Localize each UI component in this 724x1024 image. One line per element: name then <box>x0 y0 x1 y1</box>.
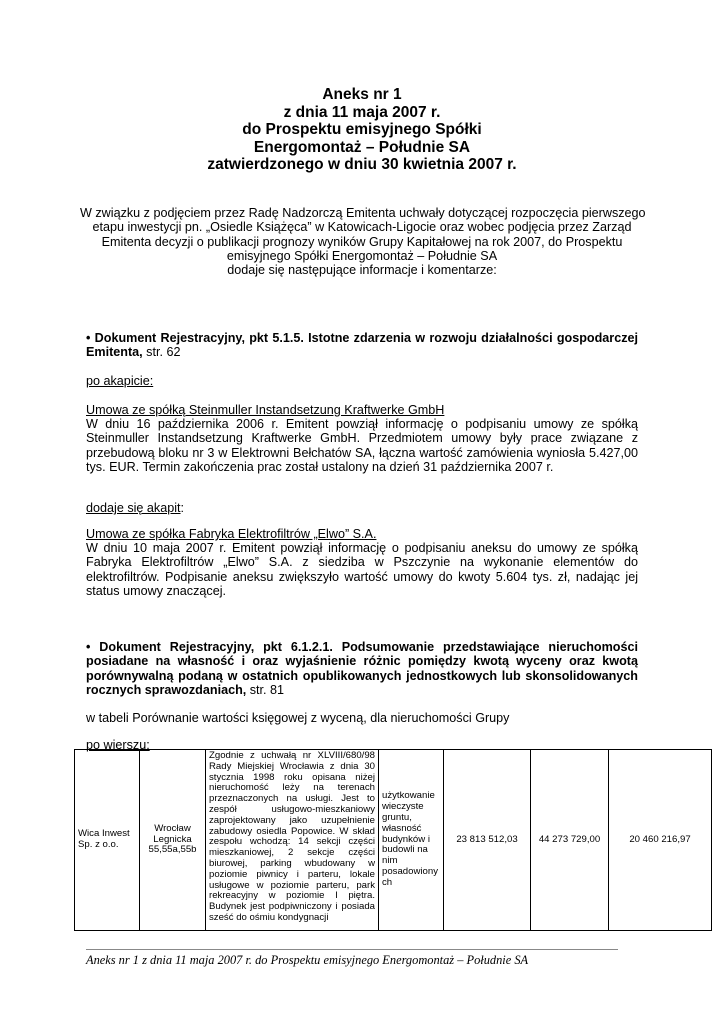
para2-title: Umowa ze spółka Fabryka Elektrofiltrów „Elwo” S.A. <box>86 527 377 541</box>
intro-line: Emitenta decyzji o publikacji prognozy wyników Grupy Kapitałowej na rok 2007, do Prospektu <box>101 234 623 249</box>
title-line: Aneks nr 1 <box>322 86 402 103</box>
difference-cell: 20 460 216,97 <box>609 750 712 931</box>
section2-heading <box>86 640 638 697</box>
section1-add-label <box>86 501 638 515</box>
table-row <box>75 750 712 931</box>
title-line: Energomontaż – Południe SA <box>253 138 471 156</box>
intro-paragraph <box>80 206 644 277</box>
table-intro: w tabeli Porównanie wartości księgowej z wyceną, dla nieruchomości Grupy <box>86 711 510 725</box>
page-footer: Aneks nr 1 z dnia 11 maja 2007 r. do Prospektu emisyjnego Energomontaż – Południe SA <box>86 953 529 967</box>
document-title <box>100 86 624 174</box>
book-value-cell: 23 813 512,03 <box>444 750 531 931</box>
ownership-cell: użytkowanie wieczyste gruntu, własność budynków i budowli na nim posadowiony ch <box>379 750 444 931</box>
para1-title-wrap <box>86 403 638 417</box>
para2-title-wrap <box>86 527 638 541</box>
valuation-cell: 44 273 729,00 <box>531 750 609 931</box>
section2-page-ref: str. 81 <box>246 682 285 697</box>
para1-title: Umowa ze spółką Steinmuller Instandsetzung Kraftwerke GmbH <box>86 403 445 417</box>
add-paragraph-label: dodaje się akapit <box>86 501 181 515</box>
para2-text: W dniu 10 maja 2007 r. Emitent powziął informację o podpisaniu aneksu do umowy ze spółką Fabryka Elektrofiltrów „Elwo” S.A. z siedziba w Pszczynie na wykonanie elementów do elektrofiltrów. Podpisanie aneksu zwiększyło wartość umowy do kwoty 5.604 tys. zł, nadając jej status umowy znaczącej. <box>86 541 638 598</box>
title-line: z dnia 11 maja 2007 r. <box>283 103 441 121</box>
title-line: zatwierdzonego w dniu 30 kwietnia 2007 r. <box>207 156 517 174</box>
footer-divider <box>86 949 618 950</box>
intro-line: W związku z podjęciem przez Radę Nadzorczą Emitenta uchwały dotyczącej rozpoczęcia pierwszego <box>80 206 646 220</box>
description-cell <box>206 750 379 931</box>
section2-heading-text: • Dokument Rejestracyjny, pkt 6.1.2.1. Podsumowanie przedstawiające nieruchomości posiadane na własność i oraz wyjaśnienie różnic pomiędzy kwotą wyceny oraz kwotą porównywalną podaną w ostatnich opublikowanych jednostkowych lub skonsolidowanych rocznych sprawozdaniach, <box>86 640 638 697</box>
location-cell: Wrocław Legnicka 55,55a,55b <box>140 750 206 931</box>
section1-after-label <box>86 374 638 388</box>
intro-line: etapu inwestycji pn. „Osiedle Książęca” w Katowicach-Ligocie oraz wobec podjęcia przez Zarząd <box>92 220 632 235</box>
after-paragraph-label: po akapicie: <box>86 374 154 388</box>
company-cell: Wica Inwest Sp. z o.o. <box>75 750 140 931</box>
section1-heading-text: • Dokument Rejestracyjny, pkt 5.1.5. Istotne zdarzenia w rozwoju działalności gospodarczej Emitenta, <box>86 331 638 360</box>
intro-line: emisyjnego Spółki Energomontaż – Południe SA <box>226 248 498 263</box>
para1-text: W dniu 16 października 2006 r. Emitent powziął informację o podpisaniu umowy ze spółką Steinmuller Instandsetzung Kraftwerke GmbH. Przedmiotem umowy były prace związane z przebudową bloku nr 3 w Elektrowni Bełchatów SA, łączna wartość zamówienia wyniosła 5.427,00 tys. EUR. Termin zakończenia prac został ustalony na dzień 31 października 2007 r. <box>86 417 638 474</box>
intro-line: dodaje się następujące informacje i komentarze: <box>227 263 497 278</box>
title-line: do Prospektu emisyjnego Spółki <box>242 121 482 139</box>
section1-heading <box>86 331 638 360</box>
property-table <box>74 749 712 931</box>
add-paragraph-colon: : <box>180 501 185 515</box>
section1-page-ref: str. 62 <box>142 345 181 360</box>
description-text: Zgodnie z uchwałą nr XLVIII/680/98 Rady Miejskiej Wrocławia z dnia 30 stycznia 1998 roku opisana niżej nieruchomość leży na terenach przeznaczonych na usługi. Jest to zespół usługowo-mieszkaniowy zaprojektowany jako uzupełnienie zabudowy osiedla Popowice. W skład zespołu wchodzą: 14 sekcji części mieszkaniowej, 2 sekcje części biurowej, parking wbudowany w poziomie piwnicy i parteru, lokale usługowe w poziomie parteru, park rekreacyjny w poziomie I piętra. Budynek jest podpiwniczony i posiada sześć do ośmiu kondygnacji <box>209 751 375 923</box>
row-label: po wierszu: <box>86 738 150 752</box>
